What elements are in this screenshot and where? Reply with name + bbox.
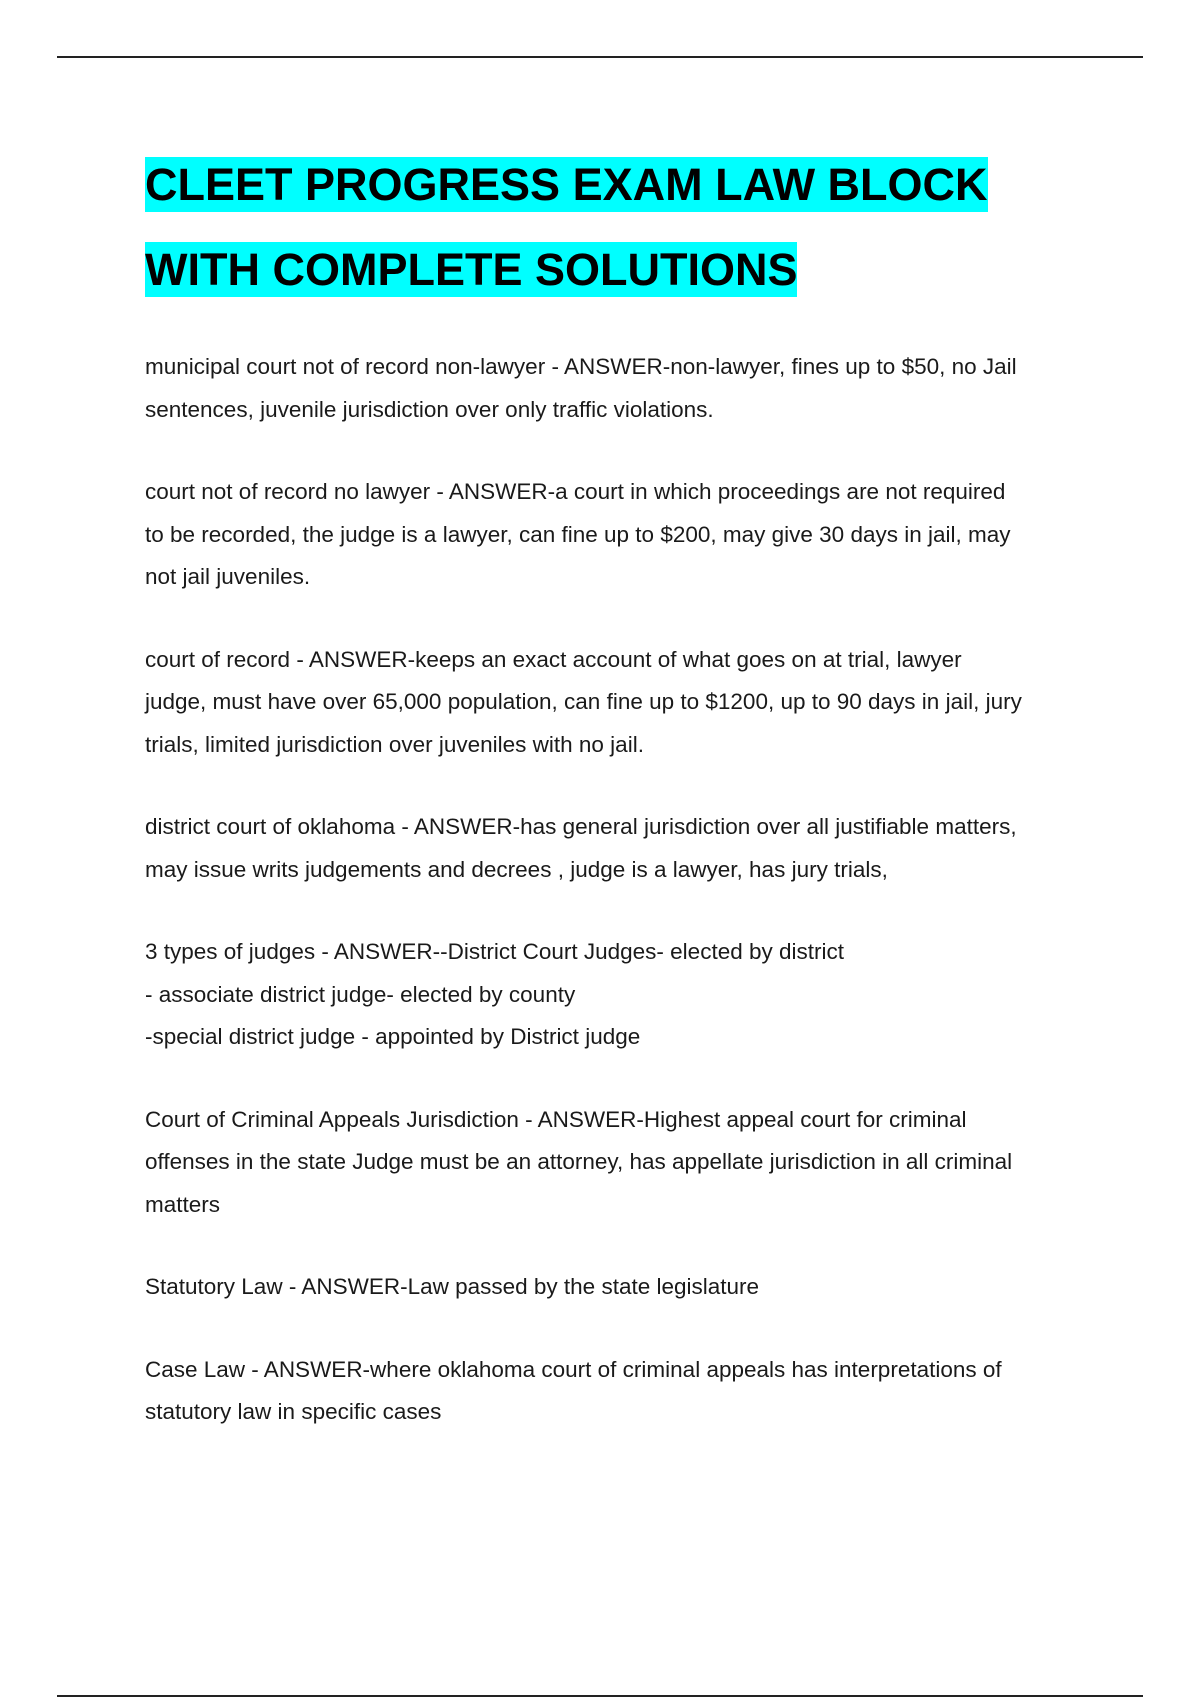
qa-line: may issue writs judgements and decrees , judge is a lawyer, has jury trials,	[145, 856, 888, 882]
qa-line: offenses in the state Judge must be an attorney, has appellate jurisdiction in all criminal	[145, 1149, 1013, 1174]
qa-item-court-of-record	[145, 639, 1100, 767]
qa-line: district court of oklahoma - ANSWER-has general jurisdiction over all justifiable matters,	[145, 814, 1017, 839]
qa-line: not jail juveniles.	[145, 564, 311, 589]
qa-line: matters	[145, 1191, 221, 1217]
qa-line: court of record - ANSWER-keeps an exact account of what goes on at trial, lawyer	[145, 646, 962, 672]
qa-line: judge, must have over 65,000 population, can fine up to $1200, up to 90 days in jail, jury	[145, 689, 1022, 714]
qa-item-municipal-court	[145, 346, 1100, 431]
qa-item-district-court	[145, 806, 1100, 891]
document-title	[145, 142, 1105, 312]
qa-line: Case Law - ANSWER-where oklahoma court of criminal appeals has interpretations of	[145, 1356, 1002, 1382]
title-line-1: CLEET PROGRESS EXAM LAW BLOCK	[145, 159, 988, 210]
qa-line: municipal court not of record non-lawyer - ANSWER-non-lawyer, fines up to $50, no Jail	[145, 354, 1017, 379]
qa-line: sentences, juvenile jurisdiction over only traffic violations.	[145, 396, 714, 422]
qa-line: 3 types of judges - ANSWER--District Court Judges- elected by district	[145, 939, 844, 964]
qa-line: statutory law in specific cases	[145, 1399, 442, 1424]
qa-line: court not of record no lawyer - ANSWER-a court in which proceedings are not required	[145, 479, 1006, 504]
qa-line: Statutory Law - ANSWER-Law passed by the state legislature	[145, 1274, 760, 1299]
qa-line: Court of Criminal Appeals Jurisdiction - ANSWER-Highest appeal court for criminal	[145, 1106, 967, 1132]
qa-line: to be recorded, the judge is a lawyer, can fine up to $200, may give 30 days in jail, may	[145, 521, 1011, 547]
qa-item-case-law	[145, 1349, 1100, 1434]
qa-line: - associate district judge- elected by county	[145, 981, 576, 1007]
qa-item-types-of-judges	[145, 931, 1100, 1059]
qa-item-statutory-law	[145, 1266, 1100, 1309]
qa-item-court-not-of-record	[145, 471, 1100, 599]
qa-line: trials, limited jurisdiction over juveniles with no jail.	[145, 731, 644, 757]
qa-list	[145, 346, 1100, 1474]
title-line-2: WITH COMPLETE SOLUTIONS	[145, 244, 798, 295]
bottom-divider	[57, 1695, 1143, 1697]
top-divider	[57, 56, 1143, 58]
qa-item-criminal-appeals	[145, 1099, 1100, 1227]
qa-line: -special district judge - appointed by District judge	[145, 1024, 641, 1049]
